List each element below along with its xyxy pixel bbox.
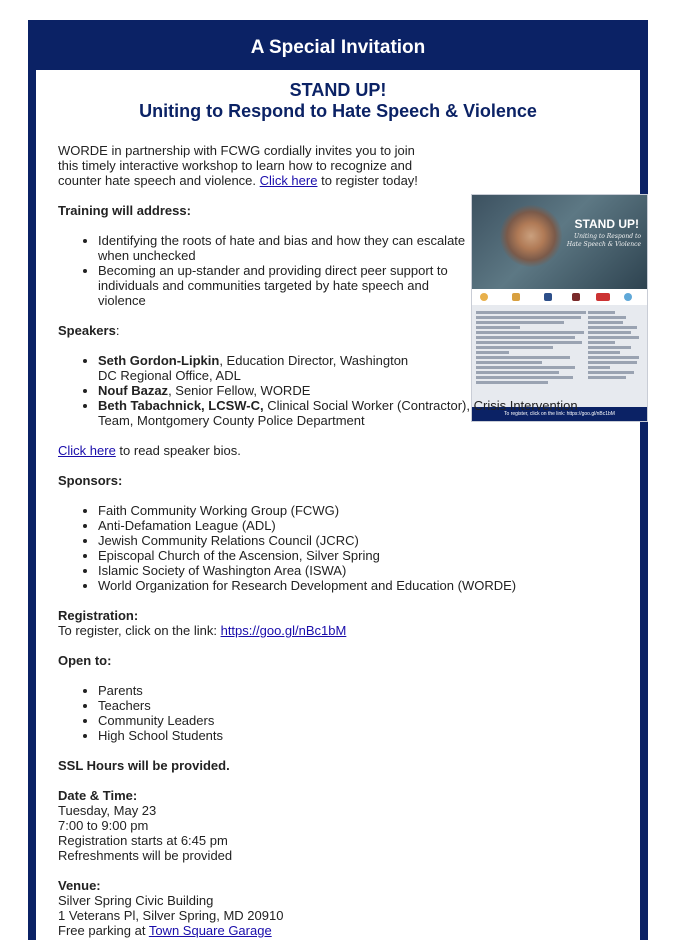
parking-text: Free parking at (58, 923, 146, 938)
open-to-list (58, 683, 633, 743)
intro-paragraph (58, 143, 430, 188)
sponsor-item: • Episcopal Church of the Ascension, Silver Spring (98, 548, 633, 563)
sponsors-heading: Sponsors: (58, 473, 123, 488)
time-line: 7:00 to 9:00 pm (58, 818, 149, 833)
venue-address: 1 Veterans Pl, Silver Spring, MD 20910 (58, 908, 284, 923)
venue-name: Silver Spring Civic Building (58, 893, 214, 908)
headline-subtitle: Uniting to Respond to Hate Speech & Violence (139, 101, 537, 121)
flyer-subtitle-line1: Uniting to Respond to (574, 233, 641, 240)
venue-heading: Venue: (58, 878, 101, 893)
register-link[interactable]: Click here (259, 173, 318, 188)
audience-item: • Teachers (98, 698, 633, 713)
flyer-subtitle-line2: Hate Speech & Violence (566, 241, 641, 248)
ssl-notice: SSL Hours will be provided. (58, 758, 230, 773)
parking-link[interactable]: Town Square Garage (148, 923, 272, 938)
registration-heading: Registration: (58, 608, 139, 623)
speaker-bios-text: to read speaker bios. (119, 443, 241, 458)
speaker-item: • Beth Tabachnick, LCSW-C, Clinical Social Worker (Contractor), Crisis Intervention Team, Montgomery County Police Department (98, 398, 598, 428)
flyer-title: STAND UP! (574, 217, 639, 231)
refreshments-line: Refreshments will be provided (58, 848, 233, 863)
speaker-bios-line (58, 443, 633, 458)
registration-time-line: Registration starts at 6:45 pm (58, 833, 228, 848)
sponsor-item: • Anti-Defamation League (ADL) (98, 518, 633, 533)
speaker-item: • Nouf Bazaz, Senior Fellow, WORDE (98, 383, 633, 398)
sponsor-item: • World Organization for Research Development and Education (WORDE) (98, 578, 633, 593)
audience-item: • Parents (98, 683, 633, 698)
registration-text: To register, click on the link: (58, 623, 217, 638)
speakers-heading: Speakers (58, 323, 116, 338)
sponsor-item: • Faith Community Working Group (FCWG) (98, 503, 633, 518)
audience-item: • Community Leaders (98, 713, 633, 728)
content-panel (36, 70, 640, 950)
header-title: A Special Invitation (250, 37, 426, 58)
speaker-bios-link[interactable]: Click here (58, 443, 116, 458)
invitation-body: WORDE in partnership with FCWG cordially invites you to join this timely interactive workshop to learn how to recognize and counter hate speech and violence. Click here to register today! Training will address: • Identifying the roots of hate and bias and how they can escalate when unchecked • Becoming an up-stander and providing direct peer support to individuals and communities targeted by hate speech and violence Speakers: • Seth Gordon-Lipkin, Education Director, Washington DC Regional Office, ADL • Nouf Bazaz, Senior Fellow, WORDE • Beth Tabachnick, LCSW-C, Clinical Social Worker (Contractor), Crisis Intervention Team, Montgomery County Police Department Click here to read speaker bios. Sponsors: • Faith Community Working Group (FCWG) • Anti-Defamation League (ADL) • Jewish Community Relations Council (JCRC) • Episcopal Church of the Ascension, Silver Spring • Islamic Society of Washington Area (ISWA) • World Organization for Research Development and Education (WORDE) Registration: To register, click on the link: https://goo.gl/nBc1bM Open to: • Parents • Teachers • Community Leaders • High School Students SSL Hours will be provided. Date & Time: Tuesday, May 23 7:00 to 9:00 pm Registration starts at 6:45 pm Refreshments will be provided Venue: Silver Spring Civic Building 1 Veterans Pl, Silver Spring, MD 20910 Free parking at Town Square Garage (58, 143, 633, 938)
speakers-list (58, 353, 633, 428)
date-line: Tuesday, May 23 (58, 803, 157, 818)
sponsor-item: • Jewish Community Relations Council (JCRC) (98, 533, 633, 548)
open-to-heading: Open to: (58, 653, 112, 668)
registration-line (58, 623, 633, 638)
registration-link[interactable]: https://goo.gl/nBc1bM (220, 623, 347, 638)
training-item: • Identifying the roots of hate and bias and how they can escalate when unchecked (98, 233, 470, 263)
sponsors-list (58, 503, 633, 593)
headline (36, 80, 640, 122)
speaker-item: • Seth Gordon-Lipkin, Education Director, Washington DC Regional Office, ADL (98, 353, 428, 383)
headline-title: STAND UP! (289, 80, 387, 100)
intro-text: WORDE in partnership with FCWG cordially invites you to join this timely interactive workshop to learn how to recognize and counter hate speech and violence. (58, 143, 415, 188)
audience-item: • High School Students (98, 728, 633, 743)
intro-after-text: to register today! (321, 173, 418, 188)
training-list (58, 233, 470, 308)
invitation-frame (28, 20, 648, 940)
sponsor-item: • Islamic Society of Washington Area (ISWA) (98, 563, 633, 578)
datetime-heading: Date & Time: (58, 788, 138, 803)
training-item: • Becoming an up-stander and providing direct peer support to individuals and communities targeted by hate speech and violence (98, 263, 470, 308)
training-heading: Training will address: (58, 203, 191, 218)
flyer-footer: To register, click on the link: https://goo.gl/nBc1bM (472, 407, 647, 421)
